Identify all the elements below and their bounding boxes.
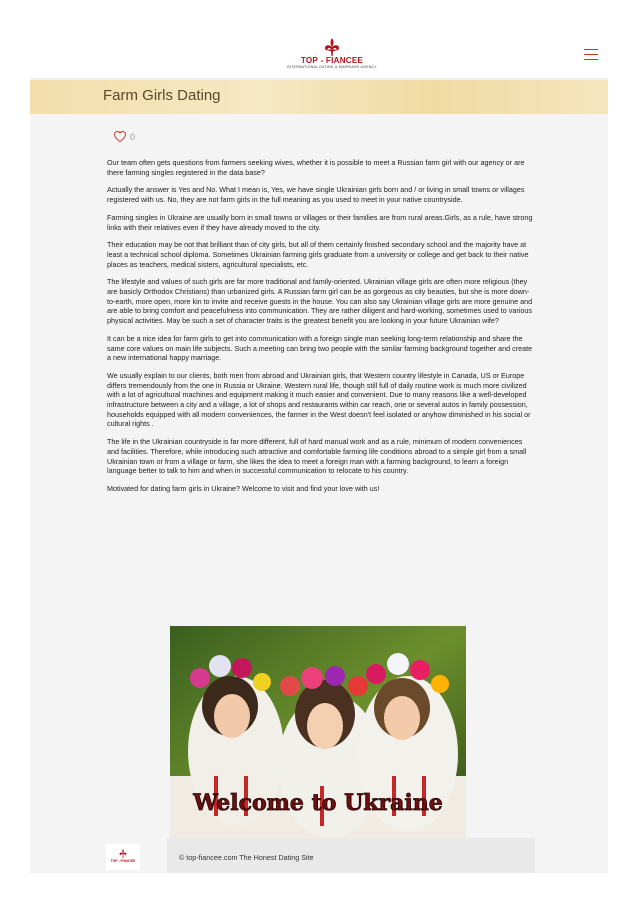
logo-tagline: INTERNATIONAL DATING & MARRIAGE AGENCY xyxy=(287,65,377,69)
footer-logo-name: TOP - FIANCEE xyxy=(110,859,136,863)
page-title-banner xyxy=(30,80,608,114)
paragraph: The life in the Ukrainian countryside is far more different, full of hard manual work and as a rule, minimum of modern conveniences and facilities. Therefore, while introducing such attractive and comfortable farming life conditions abroad to a simple girl from a small Ukrainian town or from a village or farm, she likes the idea to meet a foreign man with a farming background, to learn a foreign language better to talk to him and when in successful communication to relocate to his country. xyxy=(107,437,527,476)
heart-icon xyxy=(114,131,126,142)
fleur-de-lis-icon xyxy=(324,38,340,56)
paragraph: Our team often gets questions from farmers seeking wives, whether it is possible to meet a Russian farm girl with our agency or are there farming singles registered in the data base? xyxy=(107,158,525,177)
fleur-de-lis-icon xyxy=(119,849,127,858)
like-count: 0 xyxy=(130,131,136,142)
footer-copyright: © top-fiancee.com The Honest Dating Site xyxy=(179,853,314,862)
footer-bar xyxy=(167,838,535,873)
logo-name: TOP - FIANCEE xyxy=(300,56,364,65)
site-header xyxy=(30,30,608,79)
article-body xyxy=(107,158,533,502)
like-button[interactable] xyxy=(114,131,135,142)
footer-logo[interactable] xyxy=(106,844,140,870)
hamburger-menu-icon[interactable] xyxy=(584,49,598,60)
page xyxy=(30,30,608,873)
article-photo xyxy=(170,626,466,838)
paragraph: Farming singles in Ukraine are usually born in small towns or villages or their families are from rural areas.Girls, as a rule, have strong links with their relatives even if they have already moved to the city. xyxy=(107,212,533,232)
page-title: Farm Girls Dating xyxy=(103,87,221,104)
photo-caption: Welcome to Ukraine xyxy=(193,790,443,816)
paragraph: It can be a nice idea for farm girls to get into communication with a foreign single man seeking long-term relationship and share the same core values on main life subjects. Such a meeting can bring two people with the similar farming background together and create a new international happy marriage. xyxy=(107,333,533,363)
site-logo[interactable] xyxy=(262,38,402,74)
article-content xyxy=(30,114,608,834)
paragraph: Their education may be not that brilliant than of city girls, but all of them certainly finished secondary school and the majority have at least a technical school diploma. Sometimes Ukrainian farming girls graduate from a university or college and get back to their native places as teachers, medical sisters, agricultural specialists, etc. xyxy=(107,240,529,269)
paragraph: Motivated for dating farm girls in Ukraine? Welcome to visit and find your love with us! xyxy=(107,483,380,493)
paragraph: Actually the answer is Yes and No. What I mean is, Yes, we have single Ukrainian girls born and / or living in small towns or villages registered with us. No, they are not farm girls in the full meaning as you used to meet in your native countryside. xyxy=(107,185,525,205)
paragraph: The lifestyle and values of such girls are far more traditional and family-oriented. Ukrainian village girls are often more religious (they are basicly Orthodox Christians) than urbanized girls. A Russian farm girl can be as gorgeous as city beauties, but she is more down-to-earth, more open, more kin to invite and receive guests in the house. You can also say Ukrainian village girls are more genuine and are able to bring comfort and peacefulness into communication. They are rather diligent and hard-working, sometimes used to various physical activities. May be such a set of character traits is the greatest benefit you are looking in your future Ukrainian wife? xyxy=(107,277,533,326)
paragraph: We usually explain to our clients, both men from abroad and Ukrainian girls, that Western country lifestyle in Canada, US or Europe differs tremendously from the one in Russia or Ukraine. Western rural life, though still full of daily routine work is much more civilized with a lot of agricultural machines and equipment making it much easier and convenient. Due to many reasons like a well-developed infrastructure between a city and a village, a lot of shops and restaurants within car reach, one or several autos in family possession, households equipped with all modern conveniences, the farmer in the West doesn't feel isolated or anyhow diminished in his social or cultural rights . xyxy=(107,370,531,429)
